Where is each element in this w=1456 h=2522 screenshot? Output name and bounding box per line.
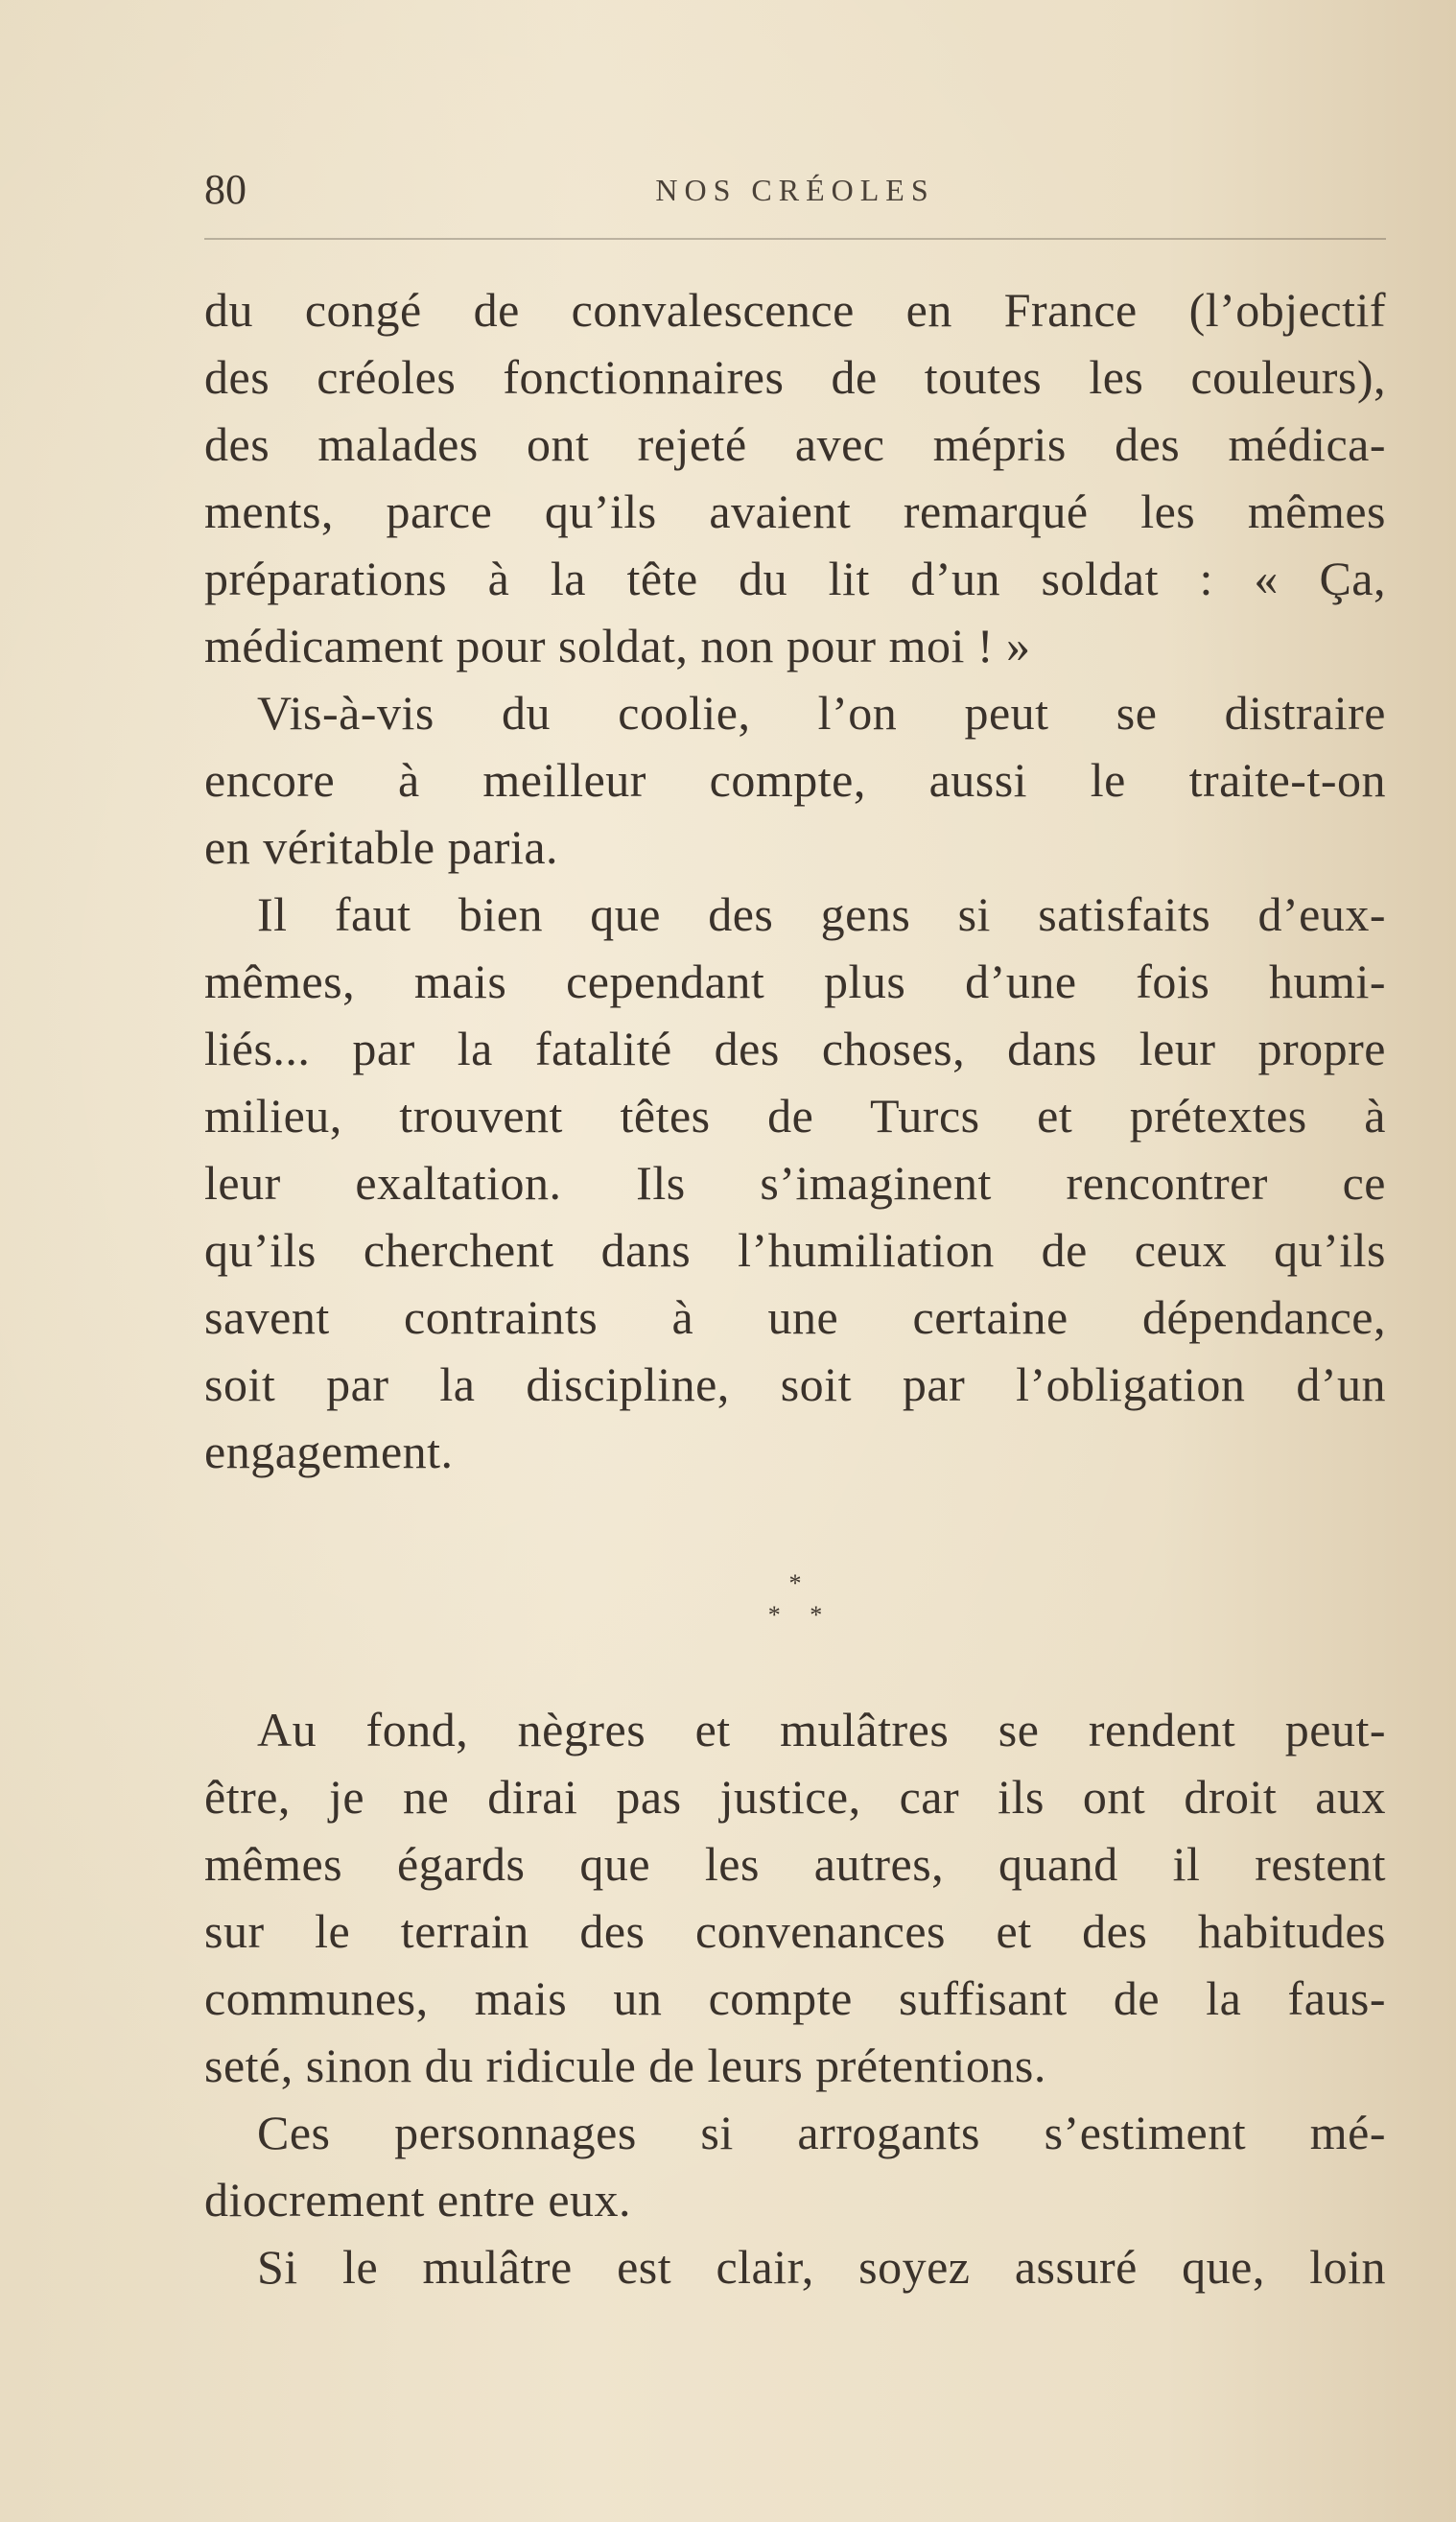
- text-line: mêmes égards que les autres, quand il restent: [204, 1837, 1386, 1891]
- running-title: NOS CRÉOLES: [655, 173, 935, 207]
- text-line: leur exaltation. Ils s’imaginent rencontrer ce: [204, 1156, 1386, 1210]
- text-line: savent contraints à une certaine dépendance,: [204, 1290, 1386, 1344]
- text-line: Ces personnages si arrogants s’estiment mé-: [257, 2106, 1386, 2159]
- text-line: être, je ne dirai pas justice, car ils ont droit aux: [204, 1770, 1386, 1824]
- text-line: Au fond, nègres et mulâtres se rendent peut-: [257, 1703, 1386, 1756]
- text-line: ments, parce qu’ils avaient remarqué les mêmes: [204, 484, 1386, 538]
- text-line: des créoles fonctionnaires de toutes les couleurs),: [204, 350, 1386, 404]
- text-block-bottom: [204, 1696, 1386, 2300]
- text-line: Si le mulâtre est clair, soyez assuré que, loin: [257, 2240, 1386, 2294]
- text-line: seté, sinon du ridicule de leurs prétentions.: [204, 2039, 1046, 2092]
- text-line: soit par la discipline, soit par l’obligation d’un: [204, 1357, 1386, 1411]
- text-line: du congé de convalescence en France (l’objectif: [204, 283, 1386, 337]
- text-block-top: [204, 276, 1386, 1485]
- page-header: [204, 161, 1386, 219]
- separator-asterisks-bottom: * *: [767, 1601, 834, 1629]
- separator-asterisk-top: *: [788, 1569, 802, 1597]
- text-line: liés... par la fatalité des choses, dans leur propre: [204, 1022, 1386, 1075]
- text-line: mêmes, mais cependant plus d’une fois humi-: [204, 955, 1386, 1008]
- text-line: qu’ils cherchent dans l’humiliation de ceux qu’ils: [204, 1223, 1386, 1277]
- text-line: milieu, trouvent têtes de Turcs et prétextes à: [204, 1089, 1386, 1143]
- text-line: encore à meilleur compte, aussi le traite-t-on: [204, 753, 1386, 807]
- text-line: en véritable paria.: [204, 820, 559, 874]
- text-line: communes, mais un compte suffisant de la faus-: [204, 1971, 1386, 2025]
- text-line: engagement.: [204, 1425, 454, 1478]
- text-line: préparations à la tête du lit d’un soldat : « Ça,: [204, 552, 1386, 605]
- text-line: des malades ont rejeté avec mépris des médica-: [204, 417, 1386, 471]
- text-line: sur le terrain des convenances et des habitudes: [204, 1904, 1386, 1958]
- text-line: Vis-à-vis du coolie, l’on peut se distraire: [257, 686, 1386, 740]
- header-rule: [204, 238, 1386, 240]
- section-separator: [204, 1571, 1386, 1648]
- text-line: diocrement entre eux.: [204, 2173, 632, 2227]
- text-line: Il faut bien que des gens si satisfaits d’eux-: [257, 887, 1386, 941]
- text-line: médicament pour soldat, non pour moi ! »: [204, 619, 1031, 672]
- page-number: 80: [204, 166, 247, 213]
